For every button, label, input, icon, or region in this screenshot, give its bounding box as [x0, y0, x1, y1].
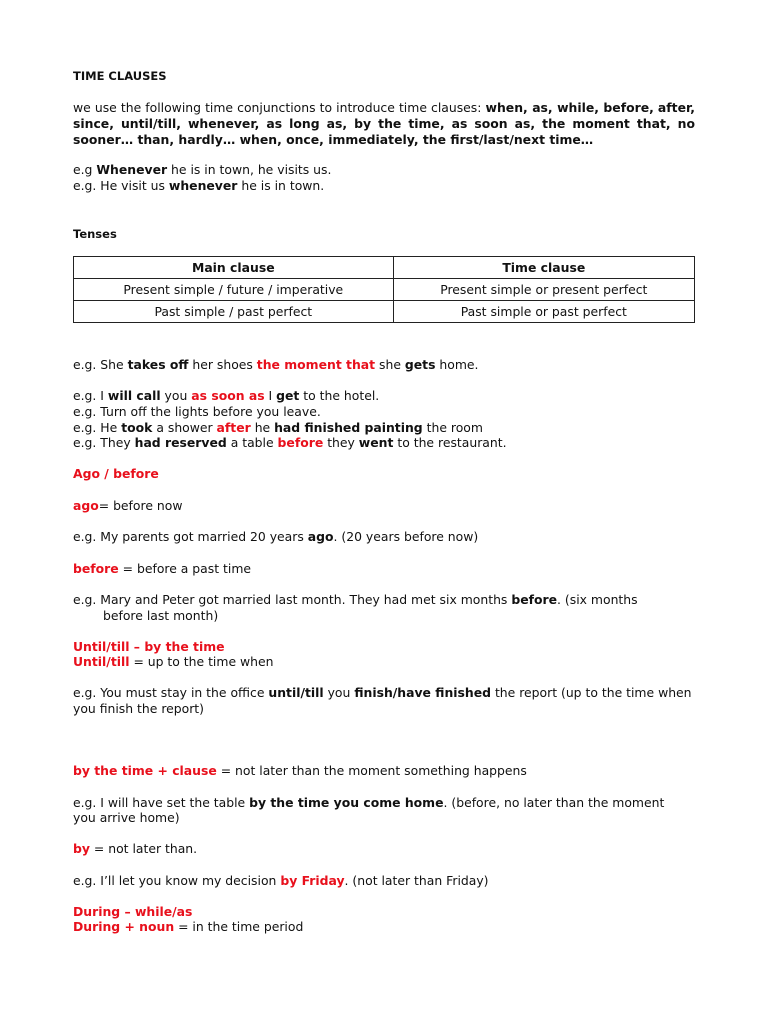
tenses-heading: Tenses: [73, 227, 117, 241]
before-definition: before = before a past time: [73, 561, 252, 576]
table-cell: Present simple or present perfect: [393, 279, 694, 301]
until-heading: Until/till – by the time: [73, 639, 225, 654]
example-as-soon-as: e.g. I will call you as soon as I get to the hotel.: [73, 388, 380, 403]
table-cell: Past simple / past perfect: [74, 301, 394, 323]
table-header: Time clause: [393, 257, 694, 279]
ago-definition: ago= before now: [73, 498, 183, 513]
by-the-time-example: e.g. I will have set the table by the time you come home. (before, no later than the moment: [73, 795, 665, 810]
conjunctions-1: when, as, while, before,: [485, 100, 654, 115]
doc-title: TIME CLAUSES: [73, 69, 167, 83]
table-header-row: [74, 257, 695, 279]
during-definition: During + noun = in the time period: [73, 919, 304, 934]
before-example-cont: before last month): [103, 608, 219, 623]
example-lights: e.g. Turn off the lights before you leave.: [73, 404, 321, 419]
conjunctions-3: sooner… than, hardly… when, once, immediately, the first/last/next time…: [73, 132, 594, 147]
until-definition: Until/till = up to the time when: [73, 654, 274, 669]
table-header: Main clause: [74, 257, 394, 279]
by-the-time-example-cont: you arrive home): [73, 810, 180, 825]
example-whenever-2: e.g. He visit us whenever he is in town.: [73, 178, 325, 193]
conjunctions-2: after, since, until/till, whenever, as long as, by the time, as soon as, the moment that, no: [73, 100, 695, 131]
by-definition: by = not later than.: [73, 841, 198, 856]
example-before: e.g. They had reserved a table before they went to the restaurant.: [73, 435, 507, 450]
before-example: e.g. Mary and Peter got married last month. They had met six months before. (six months: [73, 592, 638, 607]
example-moment-that: e.g. She takes off her shoes the moment that she gets home.: [73, 357, 479, 372]
by-example: e.g. I’ll let you know my decision by Friday. (not later than Friday): [73, 873, 489, 888]
example-whenever-1: e.g Whenever he is in town, he visits us.: [73, 162, 332, 177]
until-example-cont: you finish the report): [73, 701, 205, 716]
until-example: e.g. You must stay in the office until/till you finish/have finished the report (up to the time when: [73, 685, 692, 700]
intro-text: we use the following time conjunctions to introduce time clauses:: [73, 100, 486, 115]
table-row: [74, 279, 695, 301]
tenses-table: [73, 256, 695, 323]
intro-paragraph: [73, 100, 695, 148]
by-the-time-definition: by the time + clause = not later than the moment something happens: [73, 763, 527, 778]
ago-example: e.g. My parents got married 20 years ago. (20 years before now): [73, 529, 479, 544]
table-cell: Present simple / future / imperative: [74, 279, 394, 301]
ago-before-heading: Ago / before: [73, 466, 159, 481]
example-after: e.g. He took a shower after he had finished painting the room: [73, 420, 483, 435]
table-row: [74, 301, 695, 323]
table-cell: Past simple or past perfect: [393, 301, 694, 323]
during-heading: During – while/as: [73, 904, 193, 919]
